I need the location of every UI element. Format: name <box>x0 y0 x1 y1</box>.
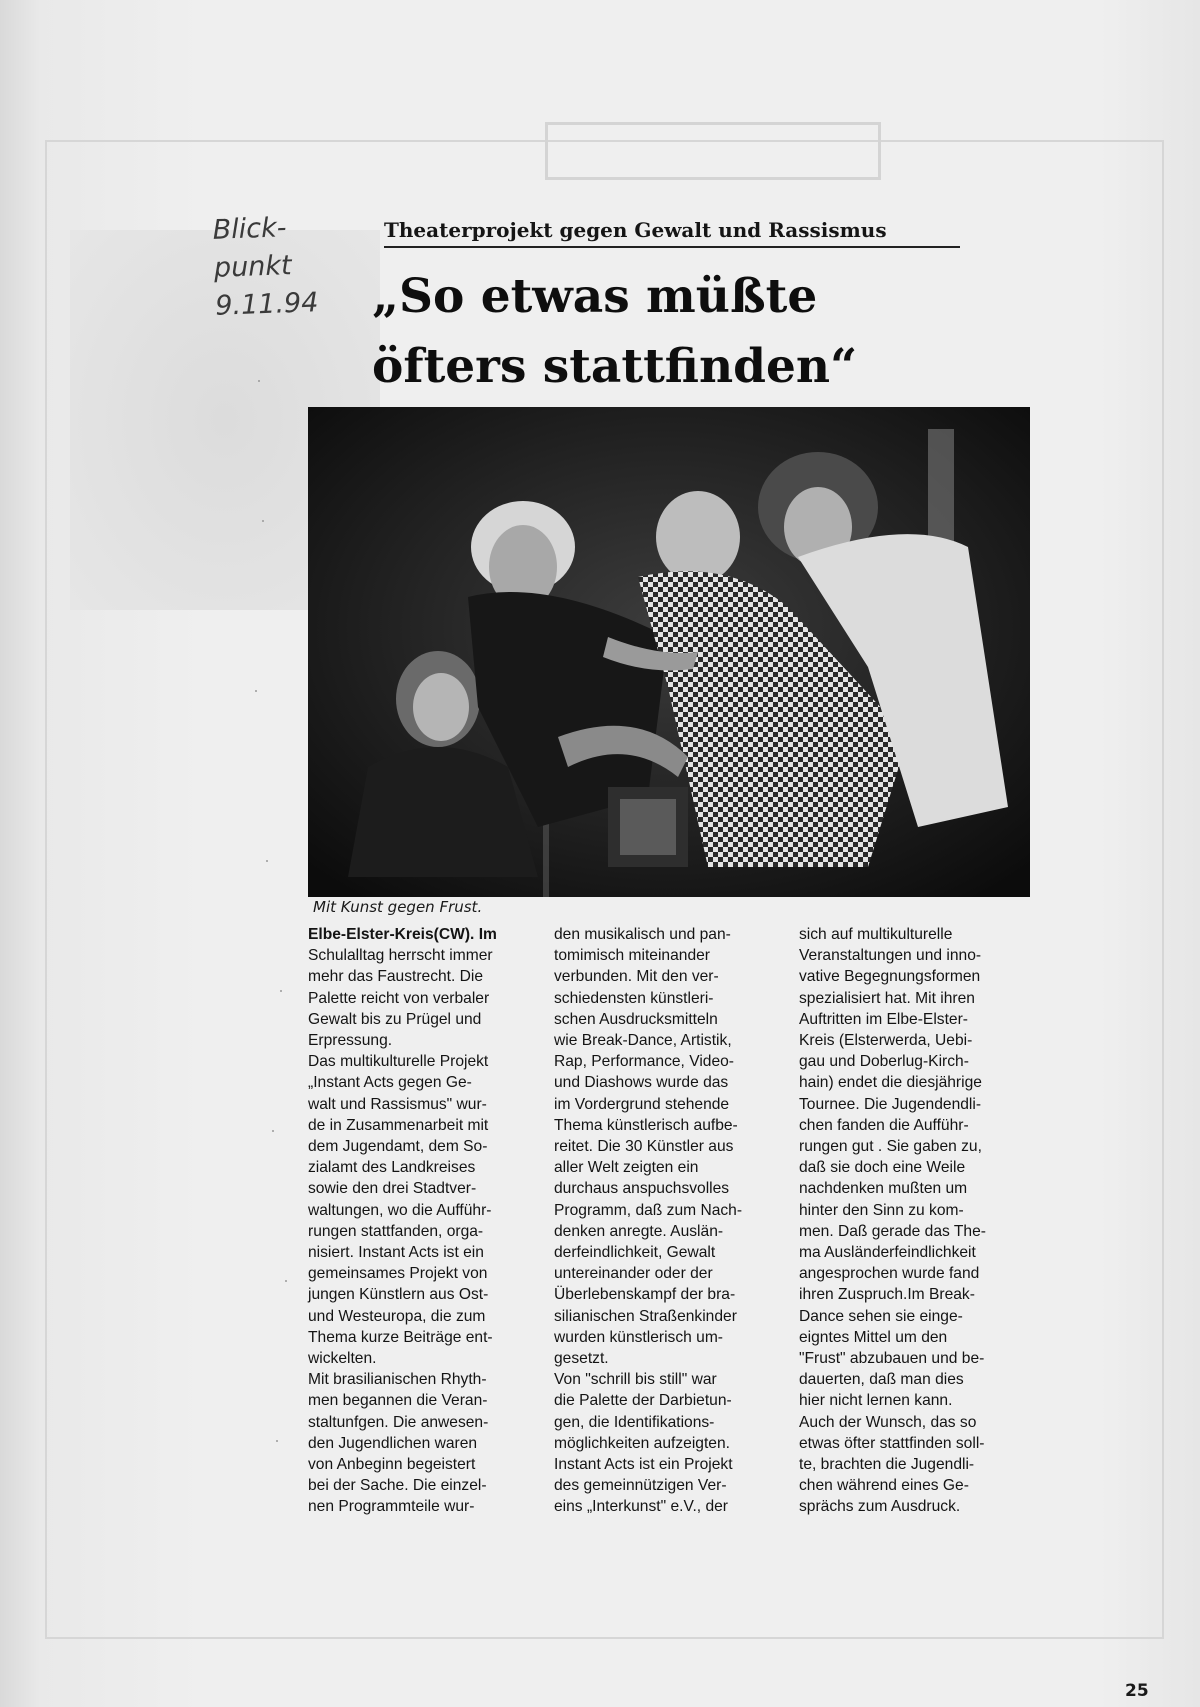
article-kicker: Theaterprojekt gegen Gewalt und Rassismus <box>384 218 887 242</box>
text-line: schen Ausdrucksmitteln <box>554 1010 718 1028</box>
text-line: chen während eines Ge- <box>799 1477 969 1495</box>
text-line: Dance sehen sie einge- <box>799 1307 963 1325</box>
text-line: hinter den Sinn zu kom- <box>799 1201 964 1219</box>
article-headline <box>372 262 972 402</box>
article-column-2 <box>554 924 790 1518</box>
text-line: sowie den drei Stadtver- <box>308 1180 477 1198</box>
handwritten-line: Blick- <box>212 212 287 246</box>
text-line: ma Ausländerfeindlichkeit <box>799 1244 976 1262</box>
text-line: angesprochen wurde fand <box>799 1265 980 1283</box>
text-line: hain) endet die diesjährige <box>799 1074 982 1092</box>
text-line: Von "schrill bis still" war <box>554 1371 717 1389</box>
text-line: tomimisch miteinander <box>554 947 710 965</box>
headline-line: „So etwas müßte <box>372 269 818 324</box>
text-line: schiedensten künstleri- <box>554 989 714 1007</box>
text-line: Veranstaltungen und inno- <box>799 947 982 965</box>
text-line: sprächs zum Ausdruck. <box>799 1498 961 1516</box>
text-line: rungen gut . Sie gaben zu, <box>799 1138 982 1156</box>
kicker-rule <box>384 246 960 248</box>
text-line: etwas öfter stattfinden soll- <box>799 1434 985 1452</box>
text-line: wickelten. <box>308 1350 377 1368</box>
text-line: de in Zusammenarbeit mit <box>308 1116 489 1134</box>
text-line: Das multikulturelle Projekt <box>308 1053 489 1071</box>
text-line: reitet. Die 30 Künstler aus <box>554 1138 734 1156</box>
text-line: Elbe-Elster-Kreis(CW). Im <box>308 926 497 943</box>
text-line: Gewalt bis zu Prügel und <box>308 1010 482 1028</box>
text-line: eins „Interkunst" e.V., der <box>554 1498 728 1516</box>
text-line: Erpressung. <box>308 1032 393 1050</box>
text-line: durchaus anspuchsvolles <box>554 1180 730 1198</box>
text-line: eigntes Mittel um den <box>799 1328 948 1346</box>
text-line: bei der Sache. Die einzel- <box>308 1477 487 1495</box>
text-line: rungen stattfanden, orga- <box>308 1222 484 1240</box>
text-line: hier nicht lernen kann. <box>799 1392 953 1410</box>
text-line: gau und Doberlug-Kirch- <box>799 1053 969 1071</box>
text-line: den Jugendlichen waren <box>308 1434 478 1452</box>
text-line: dauerten, daß man dies <box>799 1371 964 1389</box>
text-line: „Instant Acts gegen Ge- <box>308 1074 472 1092</box>
text-line: wurden künstlerisch um- <box>554 1328 723 1346</box>
text-line: Kreis (Elsterwerda, Uebi- <box>799 1032 973 1050</box>
handwritten-line: 9.11.94 <box>214 287 319 322</box>
text-line: walt und Rassismus" wur- <box>308 1095 487 1113</box>
text-line: vative Begegnungsformen <box>799 968 981 986</box>
headline-line: öfters stattfinden“ <box>372 339 858 394</box>
text-line: staltunfgen. Die anwesen- <box>308 1413 489 1431</box>
text-line: dem Jugendamt, dem So- <box>308 1138 488 1156</box>
text-line: derfeindlichkeit, Gewalt <box>554 1244 716 1262</box>
text-line: möglichkeiten aufzeigten. <box>554 1434 730 1452</box>
article-photo <box>308 407 1030 897</box>
text-line: denken anregte. Auslän- <box>554 1222 724 1240</box>
scan-speck <box>262 520 264 522</box>
text-line: gesetzt. <box>554 1350 609 1368</box>
scan-speck <box>280 990 282 992</box>
text-line: verbunden. Mit den ver- <box>554 968 719 986</box>
text-line: und Westeuropa, die zum <box>308 1307 486 1325</box>
text-line: Thema kurze Beiträge ent- <box>308 1328 493 1346</box>
text-line: Auftritten im Elbe-Elster- <box>799 1010 968 1028</box>
text-line: Schulalltag herrscht immer <box>308 947 493 965</box>
scan-speck <box>258 380 260 382</box>
scan-speck <box>285 1280 287 1282</box>
text-line: Programm, daß zum Nach- <box>554 1201 743 1219</box>
text-line: den musikalisch und pan- <box>554 926 731 943</box>
text-line: men begannen die Veran- <box>308 1392 488 1410</box>
text-line: sich auf multikulturelle <box>799 926 953 943</box>
text-line: Thema künstlerisch aufbe- <box>554 1116 738 1134</box>
text-line: nachdenken mußten um <box>799 1180 968 1198</box>
text-line: Instant Acts ist ein Projekt <box>554 1456 733 1474</box>
text-line: men. Daß gerade das The- <box>799 1222 986 1240</box>
text-line: mehr das Faustrecht. Die <box>308 968 484 986</box>
scan-speck <box>255 690 257 692</box>
text-line: zialamt des Landkreises <box>308 1159 476 1177</box>
text-line: Rap, Performance, Video- <box>554 1053 734 1071</box>
text-line: waltungen, wo die Aufführ- <box>308 1201 492 1219</box>
text-line: jungen Künstlern aus Ost- <box>308 1286 489 1304</box>
text-line: nen Programmteile wur- <box>308 1498 475 1516</box>
text-line: daß sie doch eine Weile <box>799 1159 966 1177</box>
text-line: Überlebenskampf der bra- <box>554 1286 736 1304</box>
article-column-1 <box>308 924 546 1518</box>
text-line: wie Break-Dance, Artistik, <box>554 1032 732 1050</box>
text-line: gemeinsames Projekt von <box>308 1265 488 1283</box>
text-line: Tournee. Die Jugendendli- <box>799 1095 982 1113</box>
scan-speck <box>272 1130 274 1132</box>
handwritten-source-note <box>212 208 319 326</box>
text-line: von Anbeginn begeistert <box>308 1456 476 1474</box>
text-line: nisiert. Instant Acts ist ein <box>308 1244 484 1262</box>
text-line: Auch der Wunsch, das so <box>799 1413 977 1431</box>
text-line: "Frust" abzubauen und be- <box>799 1350 985 1368</box>
text-line: Mit brasilianischen Rhyth- <box>308 1371 487 1389</box>
text-line: die Palette der Darbietun- <box>554 1392 732 1410</box>
text-line: te, brachten die Jugendli- <box>799 1456 975 1474</box>
text-line: und Diashows wurde das <box>554 1074 729 1092</box>
bleed-through-stamp <box>545 122 881 180</box>
text-line: des gemeinnützigen Ver- <box>554 1477 727 1495</box>
scan-speck <box>266 860 268 862</box>
text-line: silianischen Straßenkinder <box>554 1307 737 1325</box>
text-line: aller Welt zeigten ein <box>554 1159 699 1177</box>
text-line: spezialisiert hat. Mit ihren <box>799 989 975 1007</box>
text-line: Palette reicht von verbaler <box>308 989 490 1007</box>
text-line: untereinander oder der <box>554 1265 713 1283</box>
text-line: ihren Zuspruch.Im Break- <box>799 1286 975 1304</box>
text-line: chen fanden die Aufführ- <box>799 1116 969 1134</box>
text-line: im Vordergrund stehende <box>554 1095 730 1113</box>
scan-speck <box>276 1440 278 1442</box>
page-number: 25 <box>1125 1681 1149 1701</box>
handwritten-line: punkt <box>213 250 293 284</box>
photo-caption: Mit Kunst gegen Frust. <box>313 898 483 916</box>
article-column-3 <box>799 924 1035 1518</box>
text-line: gen, die Identifikations- <box>554 1413 715 1431</box>
